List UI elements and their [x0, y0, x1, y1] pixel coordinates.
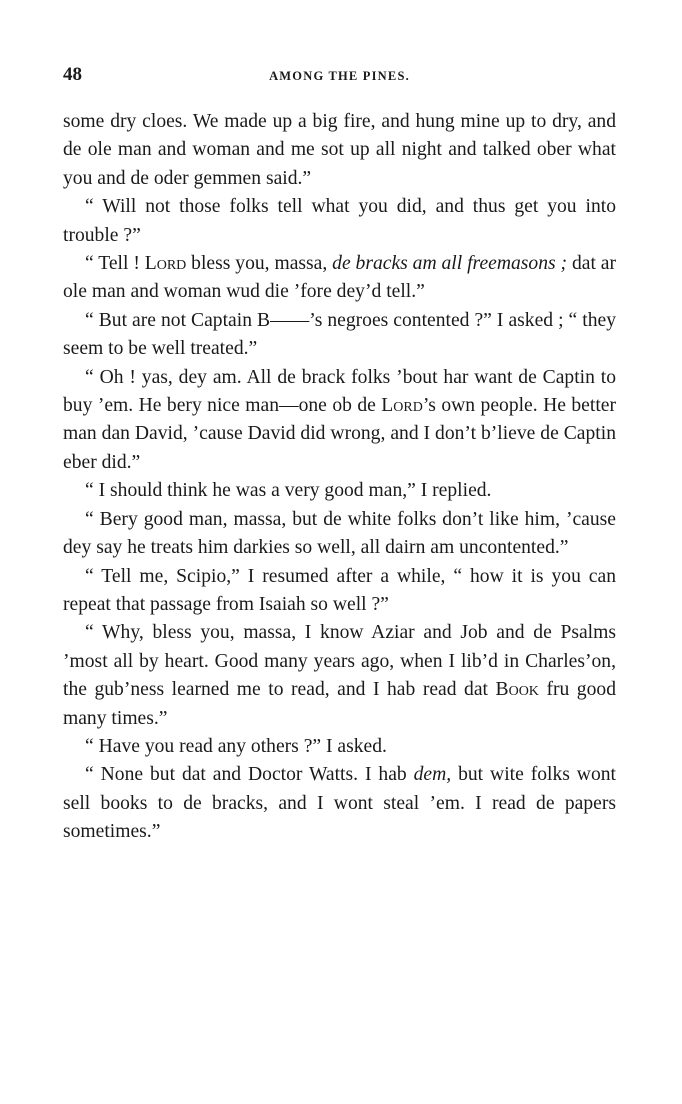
small-caps-word: Lord — [381, 395, 423, 417]
text-segment: “ But are not Captain B——’s negroes contented ?” I asked ; “ they seem to be well treated.” — [63, 309, 616, 360]
book-page — [63, 64, 616, 847]
paragraph — [63, 761, 616, 846]
text-segment: some dry cloes. We made up a big fire, and hung mine up to dry, and de ole man and woman and me sot up all night and talked ober what you and de oder gemmen said.” — [63, 111, 616, 189]
text-segment: ’s own people. He better man dan David, ’cause David did wrong, and I don’t b’lieve de Captin eber did.” — [63, 395, 616, 473]
text-segment: “ Will not those folks tell what you did, and thus get you into trouble ?” — [63, 196, 616, 246]
text-segment: “ Have you read any others ?” I asked. — [85, 735, 387, 757]
text-segment: “ Bery good man, massa, but de white folks don’t like him, ’cause dey say he treats him darkies so well, all dairn am uncontented.” — [63, 508, 616, 559]
text-segment: bless you, massa, — [186, 253, 333, 275]
text-segment: “ None but dat and Doctor Watts. I hab — [85, 764, 414, 786]
paragraph — [63, 250, 616, 307]
italic-word: dem, — [413, 764, 452, 786]
text-segment: fru good many times.” — [63, 679, 616, 729]
page-number: 48 — [63, 64, 82, 85]
text-segment: “ Why, bless you, massa, I know Aziar and Job and de Psalms ’most all by heart. Good many years ago, when I lib’d in Charles’on, the gub’ness learned me to read, and I hab read dat — [63, 622, 616, 701]
text-segment: “ Tell ! — [85, 253, 145, 275]
text-segment: “ Tell me, Scipio,” I resumed after a while, “ how it is you can repeat that passage from Isaiah so well ?” — [63, 565, 616, 615]
paragraph — [63, 506, 616, 563]
paragraph — [63, 108, 616, 193]
text-segment: but wite folks wont sell books to de bracks, and I wont steal ’em. I read de papers sometimes.” — [63, 764, 616, 843]
paragraph — [63, 733, 616, 761]
paragraph — [63, 477, 616, 505]
paragraph — [63, 307, 616, 364]
running-head — [63, 64, 616, 88]
small-caps-word: Lord — [144, 253, 187, 275]
paragraph — [63, 619, 616, 733]
running-title: AMONG THE PINES. — [269, 69, 410, 83]
paragraph — [63, 193, 616, 250]
body-text — [63, 108, 616, 847]
text-segment: “ I should think he was a very good man,” I replied. — [85, 480, 492, 502]
text-segment: “ Oh ! yas, dey am. All de brack folks ’bout har want de Captin to buy ’em. He bery nice man—one ob de — [63, 366, 616, 417]
small-caps-word: Book — [495, 679, 539, 701]
text-segment: dat ar ole man and woman wud die ’fore dey’d tell.” — [63, 253, 617, 303]
paragraph — [63, 563, 616, 620]
italic-phrase: de bracks am all freemasons ; — [332, 253, 568, 275]
paragraph — [63, 364, 616, 478]
